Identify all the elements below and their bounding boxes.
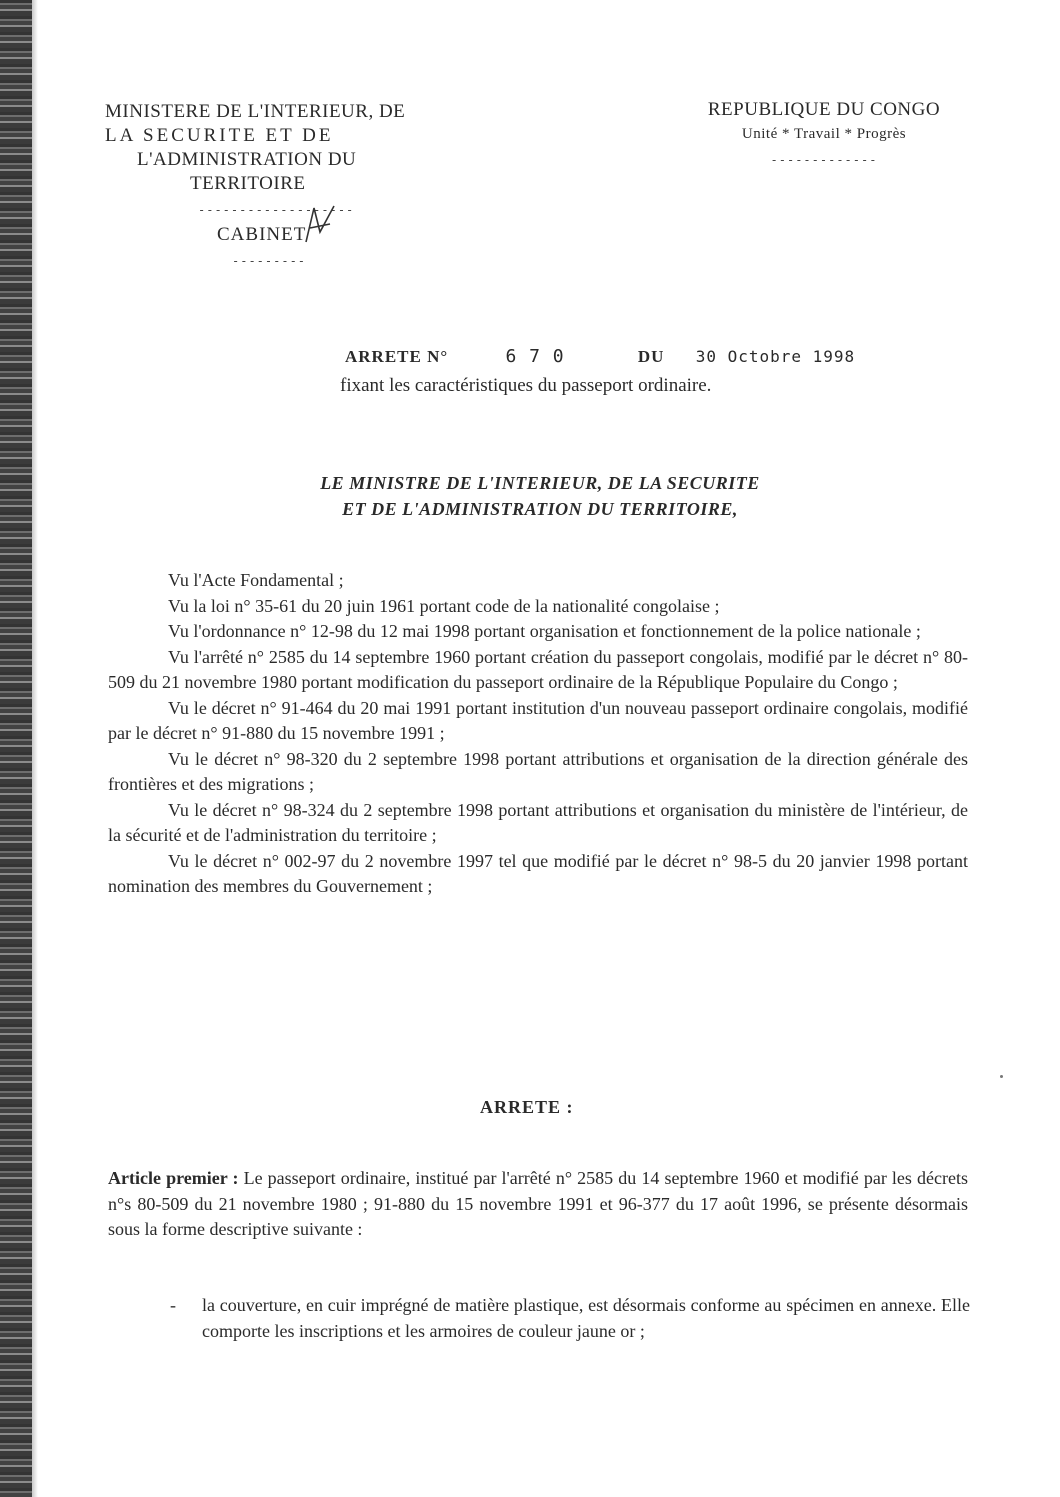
scan-speck xyxy=(1000,1075,1003,1078)
visa-paragraph: Vu le décret n° 002-97 du 2 novembre 1997 tel que modifié par le décret n° 98-5 du 20 janvier 1998 portant nomination des membres du Gouvernement ; xyxy=(108,850,968,896)
arrete-heading: ARRETE : xyxy=(480,1097,574,1117)
decree-reference xyxy=(345,346,855,367)
visa-paragraph: Vu l'Acte Fondamental ; xyxy=(168,570,344,590)
decree-date: 30 Octobre 1998 xyxy=(695,347,856,366)
ministry-line-1: MINISTERE DE L'INTERIEUR, DE xyxy=(105,101,406,122)
minister-line-1: LE MINISTRE DE L'INTERIEUR, DE LA SECURITE xyxy=(320,473,760,493)
republic-header xyxy=(693,98,955,172)
ministry-line-2: LA SECURITE ET DE xyxy=(105,125,334,146)
visa-paragraph: Vu le décret n° 91-464 du 20 mai 1991 portant institution d'un nouveau passeport ordinaire congolais, modifié par le décret n° 91-880 du 15 novembre 1991 ; xyxy=(108,697,968,743)
bullet-item xyxy=(172,1293,970,1344)
article-1 xyxy=(108,1166,968,1243)
country-name: REPUBLIQUE DU CONGO xyxy=(707,99,941,120)
republic-separator: ------------- xyxy=(770,153,878,167)
bullet-mark: - xyxy=(170,1295,176,1315)
visa-paragraph: Vu le décret n° 98-320 du 2 septembre 1998 portant attributions et organisation de la direction générale des frontières et des migrations ; xyxy=(108,748,968,794)
article-1-text: Le passeport ordinaire, institué par l'arrêté n° 2585 du 14 septembre 1960 et modifié par les décrets n°s 80-509 du 21 novembre 1980 ; 91-880 du 15 novembre 1991 et 96-377 du 17 août 1996, se présente désormais sous la forme descriptive suivante : xyxy=(108,1168,968,1239)
minister-title xyxy=(150,470,930,522)
visa-paragraph: Vu le décret n° 98-324 du 2 septembre 1998 portant attributions et organisation du ministère de l'intérieur, de la sécurité et de l'administration du territoire ; xyxy=(108,799,968,845)
article-1-label: Article premier : xyxy=(108,1168,239,1188)
scan-edge xyxy=(0,0,32,1497)
visa-paragraph: Vu l'ordonnance n° 12-98 du 12 mai 1998 portant organisation et fonctionnement de la police nationale ; xyxy=(168,621,921,641)
cabinet-label: CABINET xyxy=(217,224,307,245)
decree-du-label: DU xyxy=(637,347,665,366)
national-motto: Unité * Travail * Progrès xyxy=(741,126,907,142)
decree-label: ARRETE N° xyxy=(345,347,449,366)
ministry-separator: ------------------- xyxy=(198,203,355,217)
visa-paragraph: Vu la loi n° 35-61 du 20 juin 1961 portant code de la nationalité congolaise ; xyxy=(168,595,720,616)
visa-paragraph: Vu l'arrêté n° 2585 du 14 septembre 1960 portant création du passeport congolais, modifié par le décret n° 80-509 du 21 novembre 1980 portant modification du passeport ordinaire de la République Populaire du Congo ; xyxy=(108,646,968,692)
ministry-line-4: TERRITOIRE xyxy=(190,173,306,194)
ministry-header xyxy=(105,100,455,196)
decree-number: 6 7 0 xyxy=(505,346,565,367)
decree-subject: fixant les caractéristiques du passeport ordinaire. xyxy=(340,375,712,396)
initials-mark-icon xyxy=(300,202,340,250)
bullet-text: la couverture, en cuir imprégné de matière plastique, est désormais conforme au spécimen en annexe. Elle comporte les inscriptions et les armoires de couleur jaune or ; xyxy=(202,1295,970,1341)
cabinet-separator: --------- xyxy=(232,254,307,268)
ministry-line-3: L'ADMINISTRATION DU xyxy=(137,149,357,170)
visas-section xyxy=(108,568,968,900)
minister-line-2: ET DE L'ADMINISTRATION DU TERRITOIRE, xyxy=(342,499,738,519)
